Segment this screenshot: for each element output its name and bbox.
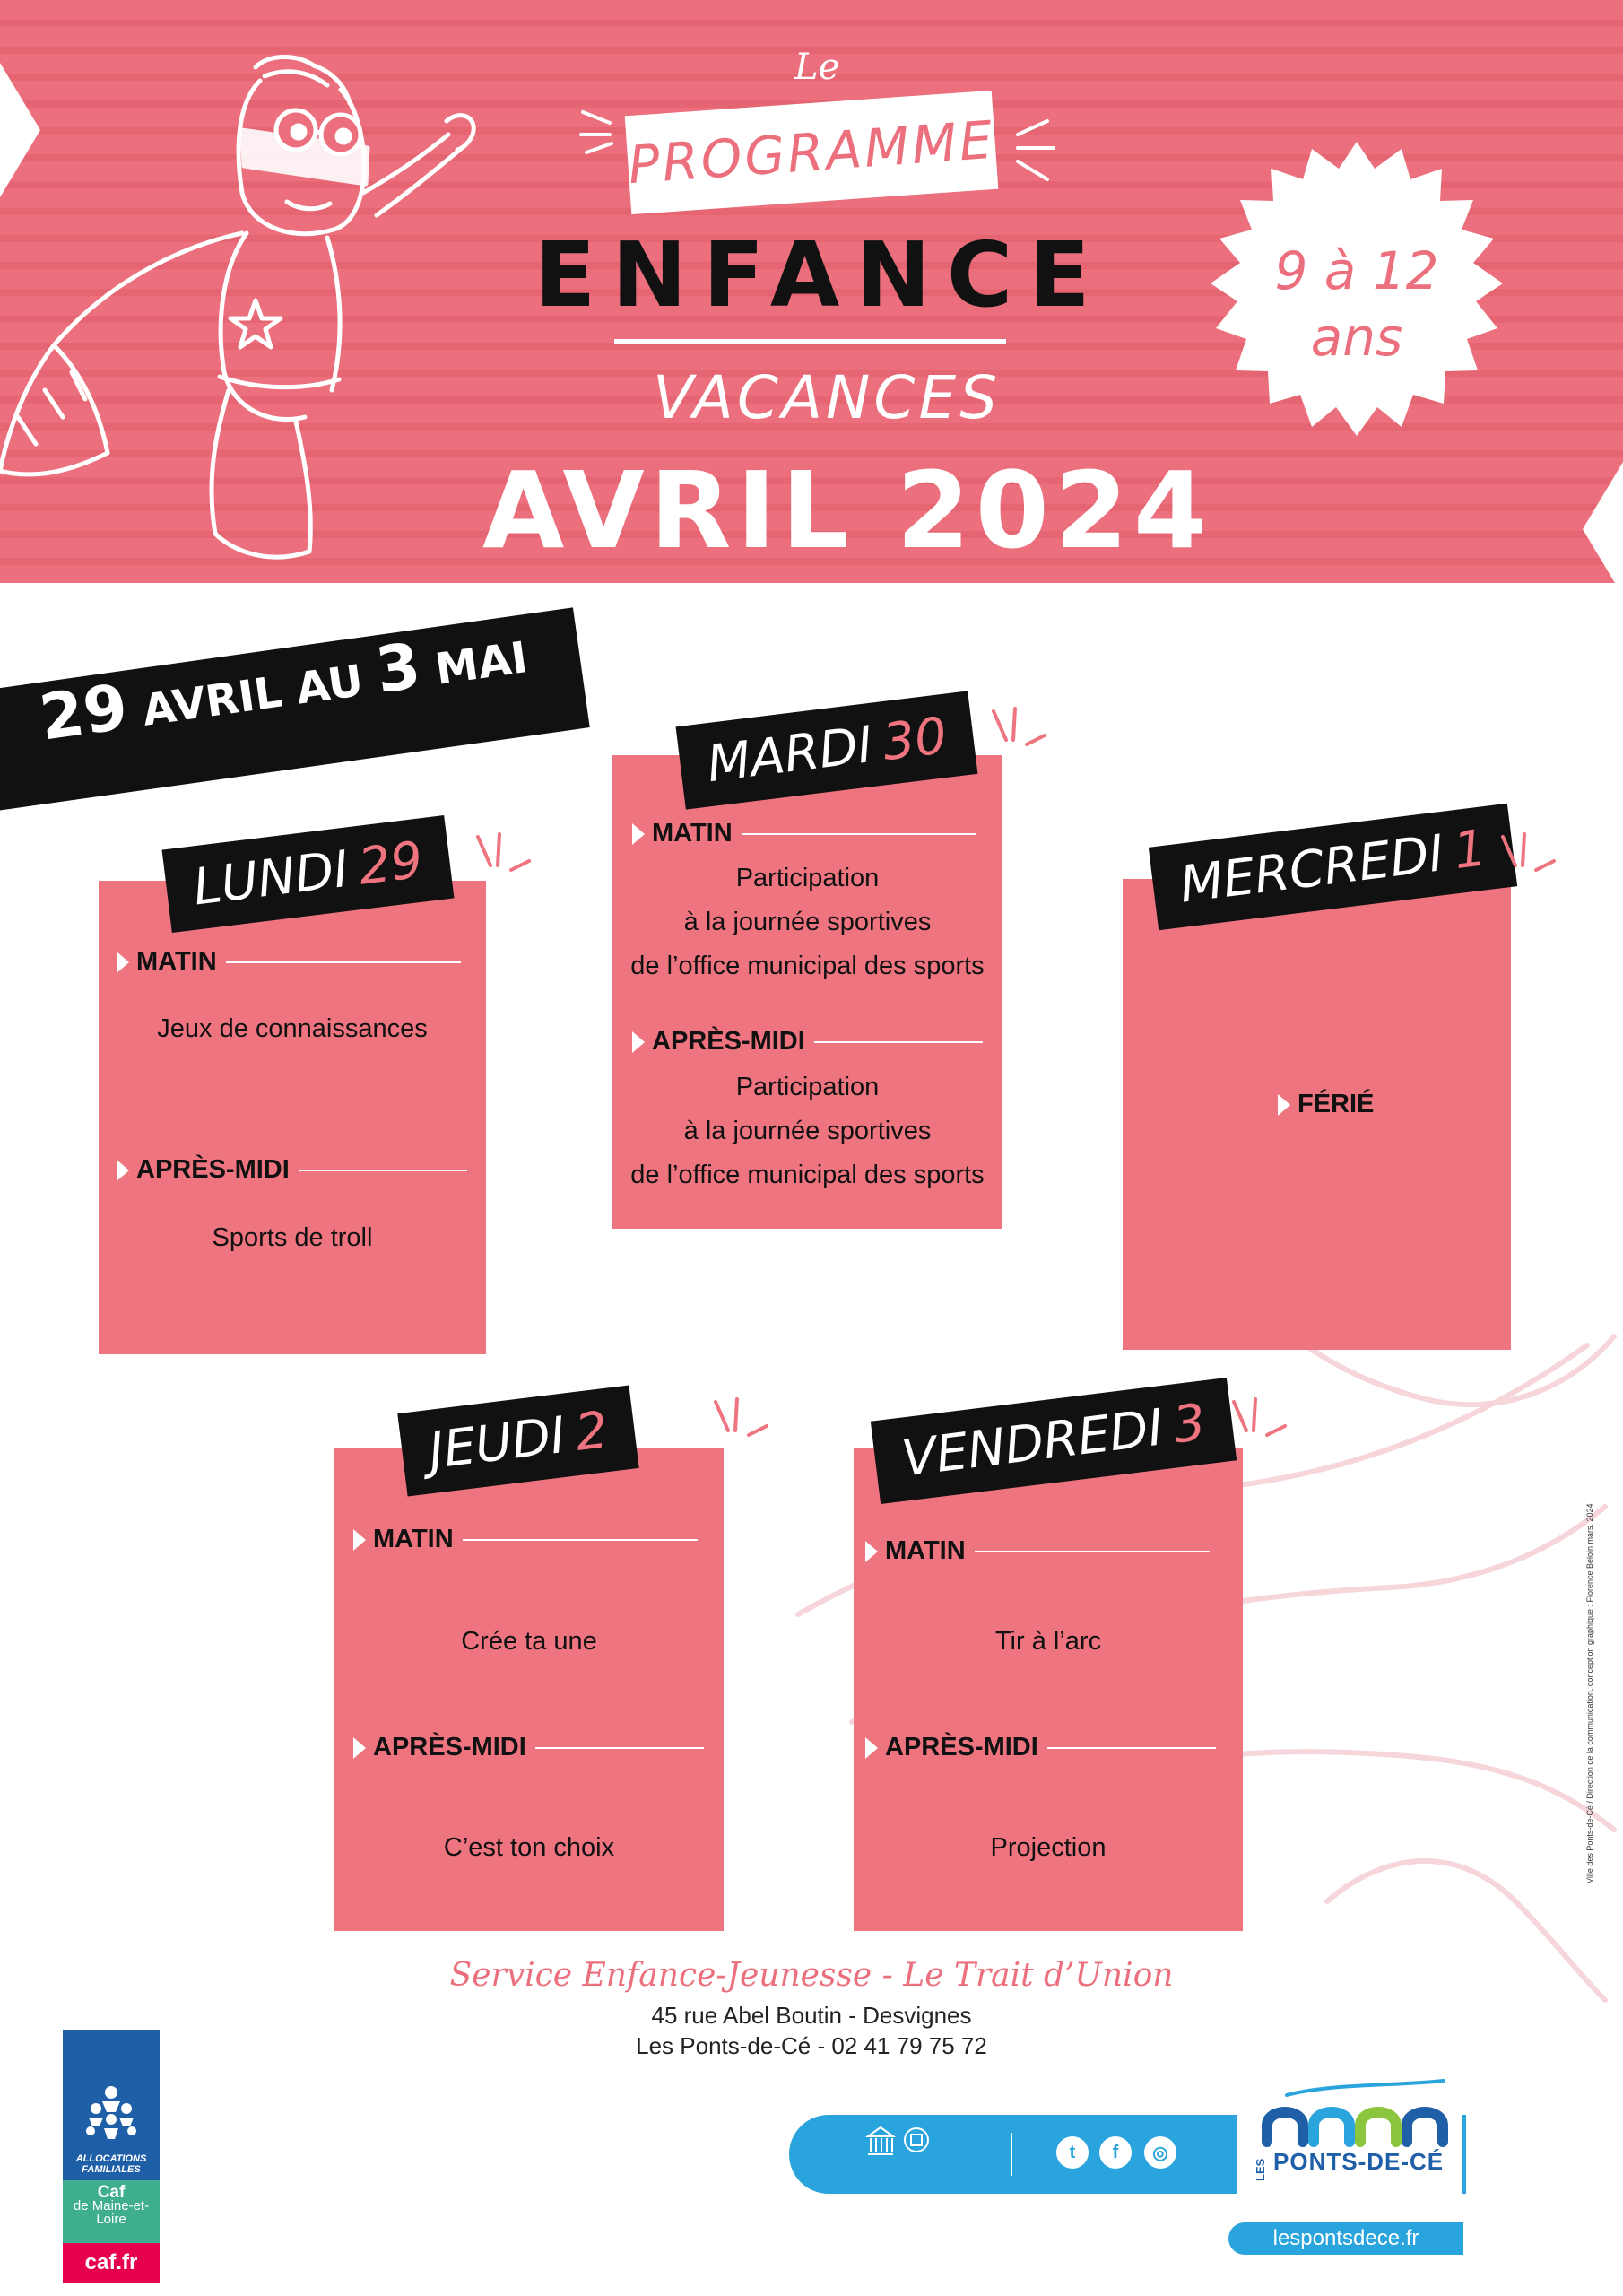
day-name: MARDI (704, 716, 876, 795)
vendredi-apres-midi-activity: Projection (990, 1833, 1107, 1862)
burst-lines-right (1004, 112, 1058, 184)
arrow-icon (1278, 1094, 1290, 1116)
section-label: APRÈS-MIDI (373, 1733, 526, 1761)
unesco-logos (865, 2124, 1000, 2183)
twitter-icon[interactable]: t (1056, 2136, 1089, 2169)
vendredi-matin-activity: Tir à l’arc (994, 1627, 1102, 1656)
facebook-icon[interactable]: f (1099, 2136, 1132, 2169)
section-rule (299, 1170, 467, 1171)
day-name: LUNDI (189, 839, 352, 918)
jeudi-apres-midi-activity: C’est ton choix (443, 1833, 615, 1862)
week-start-month: AVRIL AU (124, 653, 381, 739)
section-label: MATIN (136, 947, 217, 976)
ponts-de-ce-name: PONTS-DE-CÉ (1273, 2148, 1445, 2175)
title-period: AVRIL 2024 (482, 448, 1213, 572)
section-rule (975, 1551, 1210, 1552)
accent-lines-jeudi (708, 1395, 771, 1457)
caf-site: caf.fr (63, 2243, 160, 2283)
jeudi-matin-activity: Crée ta une (461, 1627, 597, 1656)
arrow-icon (353, 1529, 366, 1551)
caf-logo (63, 2030, 160, 2283)
world-heritage-icon (901, 2124, 932, 2160)
title-divider (614, 339, 1006, 344)
age-range: 9 à 12 (1274, 240, 1439, 301)
age-unit: ans (1310, 307, 1403, 368)
arrow-icon (353, 1737, 366, 1759)
vendredi-matin-heading (865, 1536, 1210, 1566)
instagram-icon[interactable]: ◎ (1144, 2136, 1176, 2169)
unesco-temple-icon (865, 2124, 896, 2160)
caf-allocations: ALLOCATIONS FAMILIALES (75, 2153, 147, 2175)
day-name: MERCREDI (1176, 824, 1447, 915)
accent-lines-mardi (986, 704, 1049, 767)
day-number: 29 (355, 831, 426, 897)
section-rule (226, 961, 461, 963)
activity-line: à la journée sportives (683, 908, 932, 936)
superhero-illustration (0, 49, 484, 587)
section-label: MATIN (652, 819, 733, 848)
arrow-icon (865, 1737, 878, 1759)
title-vacances: VACANCES (653, 363, 1002, 432)
right-notch (1583, 462, 1623, 596)
programme-label: PROGRAMME (626, 109, 997, 196)
activity-line: à la journée sportives (683, 1117, 932, 1145)
day-name: JEUDI (425, 1405, 569, 1481)
activity-line: de l’office municipal des sports (630, 952, 985, 980)
caf-name: Caf (97, 2183, 126, 2202)
mercredi-ferie (1278, 1090, 1374, 1119)
arrow-icon (632, 1031, 645, 1053)
arrow-icon (117, 1160, 129, 1181)
section-rule (742, 833, 976, 835)
section-label: APRÈS-MIDI (652, 1027, 805, 1056)
arrow-icon (117, 952, 129, 973)
jeudi-matin-heading (353, 1525, 698, 1554)
arrow-icon (865, 1541, 878, 1562)
caf-logo-middle (63, 2180, 160, 2243)
section-rule (814, 1041, 983, 1043)
lundi-apres-midi-activity: Sports de troll (212, 1223, 373, 1252)
day-number: 1 (1450, 819, 1489, 882)
ponts-de-ce-les: LES (1254, 2158, 1267, 2181)
title-le: Le (794, 47, 840, 88)
section-rule (535, 1747, 704, 1749)
accent-lines-lundi (471, 830, 534, 892)
service-name: Service Enfance-Jeunesse - Le Trait d’Union (449, 1957, 1174, 1994)
website-link[interactable]: lespontsdece.fr (1228, 2222, 1463, 2255)
week-start-day: 29 (35, 669, 133, 755)
caf-people-icon (80, 2082, 143, 2153)
day-number: 30 (879, 706, 950, 773)
day-number: 2 (572, 1401, 612, 1463)
arrow-icon (632, 823, 645, 845)
accent-lines-vendredi (1227, 1395, 1289, 1457)
jeudi-apres-midi-heading (353, 1733, 704, 1762)
section-rule (1047, 1747, 1216, 1749)
mardi-apres-midi-heading (632, 1027, 983, 1057)
activity-line: Participation (735, 864, 880, 892)
section-label: APRÈS-MIDI (136, 1155, 290, 1184)
mardi-apres-midi-activity (612, 1065, 1002, 1197)
address-line-2: Les Ponts-de-Cé - 02 41 79 75 72 (636, 2032, 987, 2059)
mardi-matin-activity (612, 857, 1002, 988)
week-end-month: MAI (417, 632, 531, 698)
vendredi-apres-midi-heading (865, 1733, 1216, 1762)
ferie-label: FÉRIÉ (1298, 1090, 1375, 1118)
section-label: APRÈS-MIDI (885, 1733, 1038, 1761)
section-label: MATIN (373, 1525, 454, 1553)
activity-line: de l’office municipal des sports (630, 1161, 985, 1189)
week-end-day: 3 (371, 628, 425, 708)
caf-region: de Maine-et-Loire (73, 2198, 150, 2227)
section-rule (463, 1539, 698, 1541)
day-number: 3 (1169, 1393, 1209, 1456)
accent-lines-mercredi (1496, 830, 1558, 892)
partner-separator (1011, 2133, 1012, 2176)
lundi-apres-midi-heading (117, 1155, 467, 1185)
lundi-matin-heading (117, 947, 461, 977)
day-name: VENDREDI (898, 1398, 1167, 1489)
mardi-matin-heading (632, 819, 976, 848)
section-label: MATIN (885, 1536, 966, 1565)
address-line-1: 45 rue Abel Boutin - Desvignes (651, 2002, 972, 2029)
lundi-matin-activity: Jeux de connaissances (157, 1014, 428, 1043)
age-badge-text (1209, 238, 1505, 370)
design-credit: Ville des Ponts-de-Cé / Direction de la communication, conception graphique : Florence Beloin mars. 2024 (1585, 1503, 1594, 1883)
activity-line: Participation (735, 1073, 880, 1101)
ponts-de-ce-arches-icon (1251, 2079, 1457, 2151)
caf-logo-top (63, 2030, 160, 2180)
burst-lines-left (574, 103, 628, 157)
title-enfance: ENFANCE (534, 222, 1107, 327)
